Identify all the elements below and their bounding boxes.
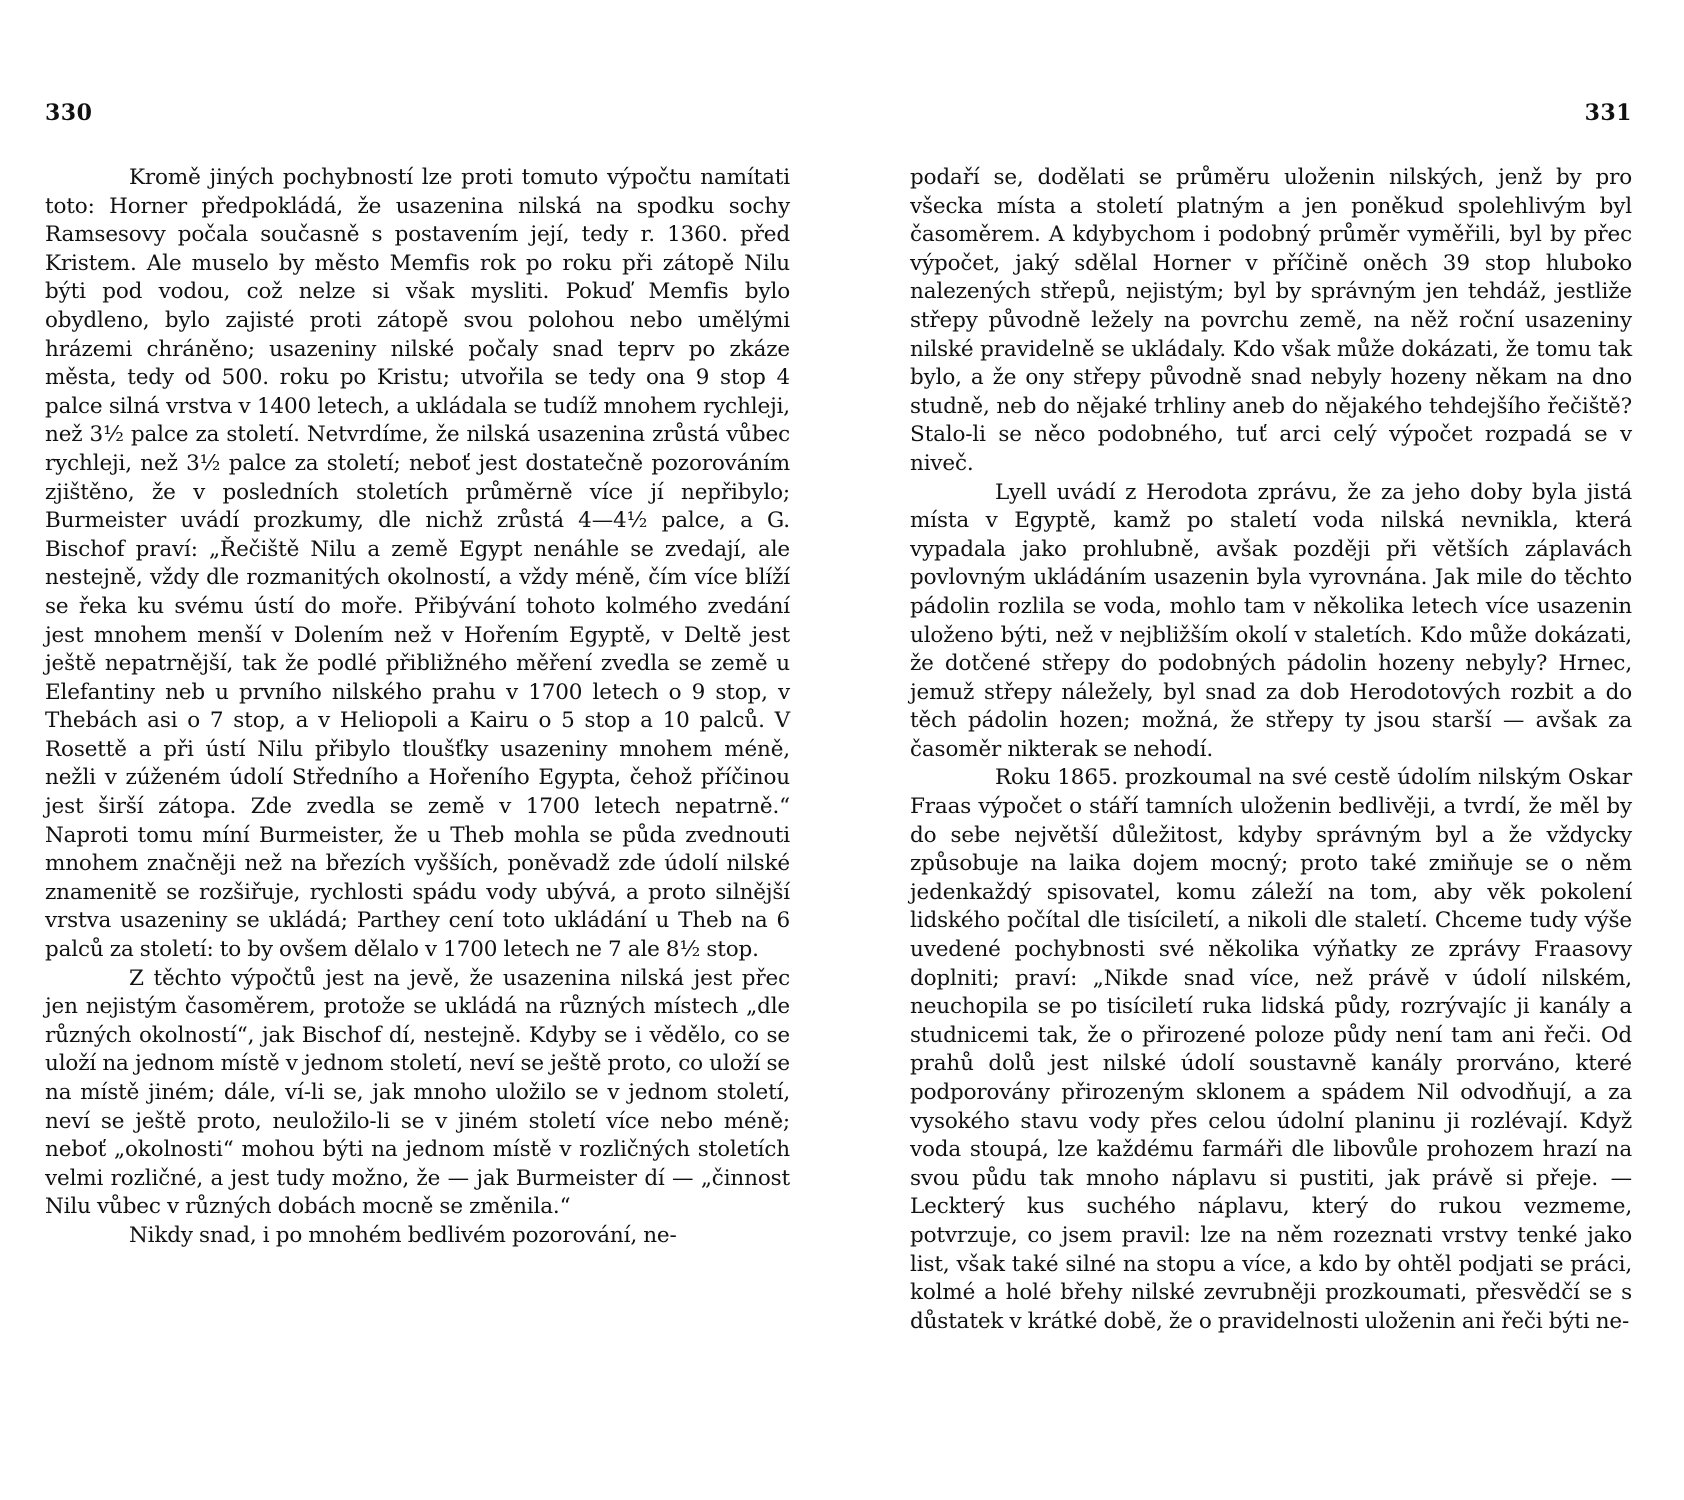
paragraph: Roku 1865. prozkoumal na své cestě údolím nilským Oskar Fraas výpočet o stáří tamních uloženin bedlivěji, a tvrdí, že měl by do sebe největší důležitost, kdyby správným byl a že vždycky způsobuje na laika dojem mocný; proto také zmiňuje se o něm jedenkaždý spisovatel, komu záleží na tom, aby věk pokolení lidského počítal dle tisíciletí, a nikoli dle staletí. Chceme tudy výše uvedené pochybnosti své několika výňatky ze zprávy Fraasovy doplniti; praví: „Nikde snad více, než právě v údolí nilském, neuchopila se po tisíciletí ruka lidská půdy, rozrývajíc ji kanály a studnicemi tak, že o přirozené poloze půdy není tam ani řeči. Od prahů dolů jest nilské údolí soustavně kanály prorváno, které podporovány přirozeným sklonem a spádem Nil odvodňují, a za vysokého stavu vody přes celou údolní planinu ji rozlévají. Když voda stoupá, lze každému farmáři dle libovůle prohozem hrazí na svou půdu tak mnoho náplavu si pustiti, jak právě si přeje. — Leckterý kus suchého náplavu, který do rukou vezmeme, potvrzuje, co jsem pravil: lze na něm rozeznati vrstvy tenké jako list, však také silné na stopu a více, a kdo by ohtěl podjati se práci, kolmé a holé břehy nilské zevrubněji prozkoumati, přesvědčí se s důstatek v krátké době, že o pravidelnosti uloženin ani řeči býti ne- [910, 765, 1632, 1334]
right-page [910, 100, 1632, 1336]
paragraph: podaří se, dodělati se průměru uloženin nilských, jenž by pro všecka místa a století platným a jen poněkud spolehlivým byl časoměrem. A kdybychom i podobný průměr vyměřili, byl by přec výpočet, jaký sdělal Horner v příčině oněch 39 stop hluboko nalezených střepů, nejistým; byl by správným jen tehdáž, jestliže střepy původně ležely na povrchu země, na něž roční usazeniny nilské pravidelně se ukládaly. Kdo však může dokázati, že tomu tak bylo, a že ony střepy původně snad nebyly hozeny někam na dno studně, neb do nějaké trhliny aneb do nějakého tehdejšího řečiště? Stalo-li se něco podobného, tuť arci celý výpočet rozpadá se v niveč. [910, 165, 1632, 476]
paragraph: Z těchto výpočtů jest na jevě, že usazenina nilská jest přec jen nejistým časoměrem, protože se ukládá na různých místech „dle různých okolností“, jak Bischof dí, nestejně. Kdyby se i vědělo, co se uloží na jednom místě v jednom století, neví se ještě proto, co uloží se na místě jiném; dále, ví-li se, jak mnoho uložilo se v jednom století, neví se ještě proto, neuložilo-li se v jiném století více nebo méně; neboť „okolnosti“ mohou býti na jednom místě v rozličných stoletích velmi rozličné, a jest tudy možno, že — jak Burmeister dí — „činnost Nilu vůbec v různých dobách mocně se změnila.“ [45, 965, 790, 1220]
page-number-left: 330 [45, 100, 93, 126]
paragraph: Kromě jiných pochybností lze proti tomuto výpočtu namítati toto: Horner předpokládá, že usazenina nilská na spodku sochy Ramsesovy počala současně s postavením její, tedy r. 1360. před Kristem. Ale muselo by město Memfis rok po roku při zátopě Nilu býti pod vodou, což nelze si však mysliti. Pokuď Memfis bylo obydleno, bylo zajisté proti zátopě svou polohou nebo umělými hrázemi chráněno; usazeniny nilské počaly snad teprv po zkáze města, tedy od 500. roku po Kristu; utvořila se tedy ona 9 stop 4 palce silná vrstva v 1400 letech, a ukládala se tudíž mnohem rychleji, než 3½ palce za století. Netvrdíme, že nilská usazenina zrůstá vůbec rychleji, než 3½ palce za století; neboť jest dostatečně pozorováním zjištěno, že v posledních stoletích průměrně více jí nepřibylo; Burmeister uvádí prozkumy, dle nichž zrůstá 4—4½ palce, a G. Bischof praví: „Řečiště Nilu a země Egypt nenáhle se zvedají, ale nestejně, vždy dle rozmanitých okolností, a vždy méně, čím více blíží se řeka ku svému ústí do moře. Přibývání tohoto kolmého zvedání jest mnohem menší v Dolením než v Hořením Egyptě, v Deltě jest ještě nepatrnější, tak že podlé přibližného měření zvedla se země u Elefantiny neb u prvního nilského prahu v 1700 letech o 9 stop, v Thebách asi o 7 stop, a v Heliopoli a Kairu o 5 stop a 10 palců. V Rosettě a při ústí Nilu přibylo tloušťky usazeniny mnohem méně, nežli v zúženém údolí Středního a Hořeního Egypta, čehož příčinou jest širší zátopa. Zde zvedla se země v 1700 letech nepatrně.“ Naproti tomu míní Burmeister, že u Theb mohla se půda zvednouti mnohem značněji než na březích vyšších, poněvadž zde údolí nilské znamenitě se rozšiřuje, rychlosti spádu vody ubývá, a proto silnější vrstva usazeniny se ukládá; Parthey cení toto ukládání u Theb na 6 palců za století: to by ovšem dělalo v 1700 letech ne 7 ale 8½ stop. [45, 165, 790, 963]
left-page-text [45, 164, 790, 1251]
paragraph: Lyell uvádí z Herodota zprávu, že za jeho doby byla jistá místa v Egyptě, kamž po staletí voda nilská nevnikla, která vypadala jako prohlubně, avšak později při větších záplavách povlovným ukládáním usazenin byla vyrovnána. Jak mile do těchto pádolin rozlila se voda, mohlo tam v několika letech více usazenin uloženo býti, než v nejbližším okolí v staletích. Kdo může dokázati, že dotčené střepy do podobných pádolin hozeny nebyly? Hrnec, jemuž střepy náležely, byl snad za dob Herodotových rozbit a do těch pádolin hozen; možná, že střepy ty jsou starší — avšak za časoměr nikterak se nehodí. [910, 479, 1632, 762]
left-page [45, 100, 790, 1251]
paragraph: Nikdy snad, i po mnohém bedlivém pozorování, ne- [129, 1222, 677, 1248]
right-page-text [910, 164, 1632, 1336]
page-number-right: 331 [1584, 100, 1632, 126]
